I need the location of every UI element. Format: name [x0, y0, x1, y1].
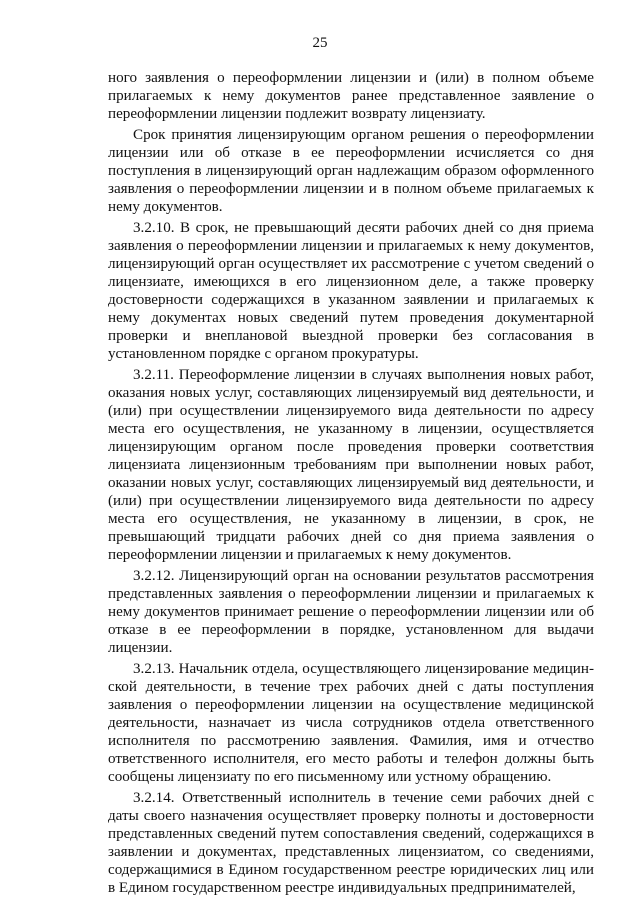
paragraph-3-2-11: 3.2.11. Переоформление лицензии в случаях выполнения новых работ, оказания новых услуг, составляющих лицензируемый вид деятельности, и (или) при осуществлении лицензируемого вида деятельности по адресу места его осуществления, не указанному в лицензии, осуществляется лицензирующим органом после проведения проверки соответствия лицензиата лицензионным требованиям при выполнении новых работ, оказании новых услуг, составляющих лицензируемый вид деятельности, и (или) при осуществлении лицензируемого вида деятельности по адресу места его осуществления, не указанному в лицензии, в срок, не превышающий тридцати рабочих дней со дня приема заявления о переоформлении лицензии и прилагаемых к нему документов. [108, 367, 594, 563]
paragraph-continuation: ного заявления о переоформлении лицензии и (или) в полном объеме прилагаемых к нему документов ранее представленное заявление о переоформлении лицензии подлежит возврату лицензиату. [108, 70, 594, 122]
paragraph-3-2-14: 3.2.14. Ответственный исполнитель в течение семи рабочих дней с даты своего назначения осуществляет проверку полноты и достоверности представленных сведений путем сопоставления сведений, содержащихся в заявлении и документах, представленных лицензиатом, со сведениями, содержащимися в Едином государственном реестре юридических лиц или в Едином государственном реестре индивидуальных предпринимателей, [108, 790, 594, 896]
paragraph-deadline: Срок принятия лицензирующим органом решения о переоформлении лицензии или об отказе в ее переоформлении исчисляется со дня поступления в лицензирующий орган надлежащим образом оформленного заявления о переоформлении лицензии и в полном объеме прилагаемых к нему документов. [108, 127, 594, 215]
paragraph-3-2-13: 3.2.13. Начальник отдела, осуществляющего лицензирование медицинской деятельности, в течение трех рабочих дней с даты поступления заявления о переоформлении лицензии на осуществление медицинской деятельности, назначает из числа сотрудников отдела ответственного исполнителя по рассмотрению заявления. Фамилия, имя и отчество ответственного исполнителя, его место работы и телефон должны быть сообщены лицензиату по его письменному или устному обращению. [108, 661, 594, 785]
page-number: 25 [312, 35, 328, 51]
paragraph-3-2-12: 3.2.12. Лицензирующий орган на основании результатов рассмотрения представленных заявления о переоформлении лицензии и прилагаемых к нему документов принимает решение о переоформлении лицензии или об отказе в ее переоформлении в порядке, установленном для выдачи лицензии. [108, 568, 594, 656]
paragraph-3-2-10: 3.2.10. В срок, не превышающий десяти рабочих дней со дня приема заявления о переоформлении лицензии и прилагаемых к нему документов, лицензирующий орган осуществляет их рассмотрение с учетом сведений о лицензиате, имеющихся в его лицензионном деле, а также проверку достоверности содержащихся в указанном заявлении и прилагаемых к нему документах новых сведений путем проведения документарной проверки и внеплановой выездной проверки без согласования в установленном порядке с органом прокуратуры. [108, 220, 594, 362]
document-body [108, 69, 594, 897]
